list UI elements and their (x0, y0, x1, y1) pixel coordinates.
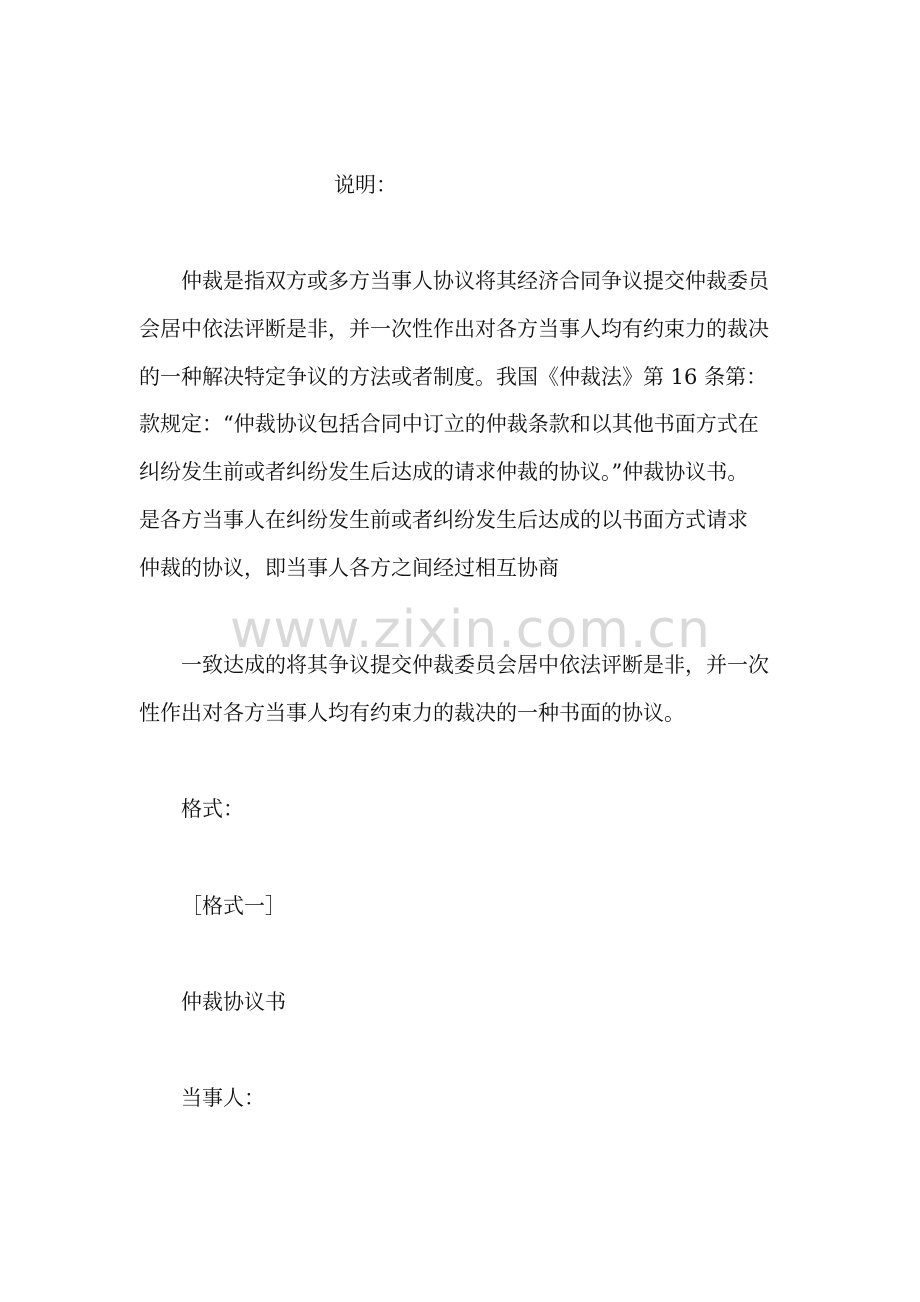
paragraph-line: 的一种解决特定争议的方法或者制度。我国《仲裁法》第 16 条第： (139, 365, 768, 389)
format-one-label: ［格式一］ (181, 894, 286, 918)
paragraph-line: 性作出对各方当事人均有约束力的裁决的一种书面的协议。 (139, 701, 685, 725)
paragraph-line: 款规定：“仲裁协议包括合同中订立的仲裁条款和以其他书面方式在 (139, 412, 759, 436)
document-title: 仲裁协议书 (181, 990, 286, 1014)
paragraph-line: 仲裁是指双方或多方当事人协议将其经济合同争议提交仲裁委员 (181, 269, 769, 293)
paragraph-line: 会居中依法评断是非，并一次性作出对各方当事人均有约束力的裁决 (139, 317, 769, 341)
site-watermark: www.zixin.com.cn (230, 600, 711, 660)
paragraph-line: 仲裁的协议，即当事人各方之间经过相互协商 (139, 556, 559, 580)
paragraph-line: 一致达成的将其争议提交仲裁委员会居中依法评断是非，并一次 (181, 653, 769, 677)
format-label: 格式： (181, 797, 244, 821)
section-heading: 说明： (334, 173, 397, 197)
parties-label: 当事人： (181, 1086, 265, 1110)
paragraph-line: 是各方当事人在纠纷发生前或者纠纷发生后达成的以书面方式请求 (139, 508, 748, 532)
paragraph-line: 纠纷发生前或者纠纷发生后达成的请求仲裁的协议。”仲裁协议书。 (139, 460, 749, 484)
